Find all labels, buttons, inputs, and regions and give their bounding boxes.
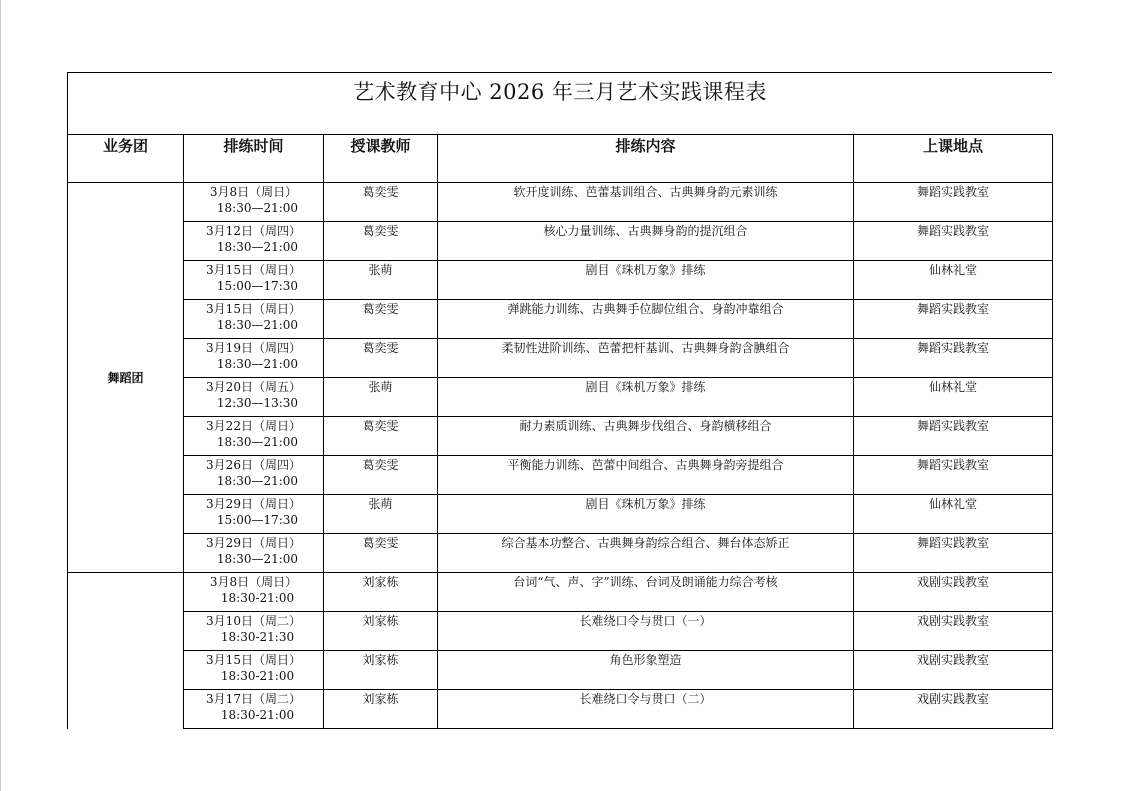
- table-row: [68, 261, 1053, 300]
- page-title: 艺术教育中心 2026 年三月艺术实践课程表: [353, 80, 767, 104]
- teacher-cell: 葛奕雯: [324, 339, 438, 378]
- content-cell: 软开度训练、芭蕾基训组合、古典舞身韵元素训练: [438, 183, 854, 222]
- date-text: 3月15日（周日）: [206, 302, 301, 316]
- time-cell: [184, 222, 324, 261]
- time-cell: [184, 495, 324, 534]
- header-group: 业务团: [68, 135, 184, 183]
- place-cell: 舞蹈实践教室: [854, 222, 1053, 261]
- time-text: 18:30-21:00: [220, 591, 295, 605]
- place-cell: 仙林礼堂: [854, 378, 1053, 417]
- content-cell: 耐力素质训练、古典舞步伐组合、身韵横移组合: [438, 417, 854, 456]
- content-cell: 平衡能力训练、芭蕾中间组合、古典舞身韵旁提组合: [438, 456, 854, 495]
- time-cell: [184, 417, 324, 456]
- time-text: 18:30—21:00: [216, 318, 299, 332]
- place-cell: 戏剧实践教室: [854, 612, 1053, 651]
- time-text: 18:30-21:30: [220, 630, 295, 644]
- header-time: 排练时间: [184, 135, 324, 183]
- time-text: 15:00—17:30: [216, 513, 299, 527]
- teacher-cell: 葛奕雯: [324, 300, 438, 339]
- table-row: [68, 300, 1053, 339]
- header-teacher: 授课教师: [324, 135, 438, 183]
- date-text: 3月22日（周日）: [206, 419, 301, 433]
- teacher-cell: 张萌: [324, 378, 438, 417]
- teacher-cell: 葛奕雯: [324, 456, 438, 495]
- date-text: 3月15日（周日）: [206, 653, 301, 667]
- place-cell: 舞蹈实践教室: [854, 300, 1053, 339]
- date-text: 3月26日（周四）: [206, 458, 301, 472]
- table-row: [68, 495, 1053, 534]
- time-cell: [184, 339, 324, 378]
- content-cell: 弹跳能力训练、古典舞手位脚位组合、身韵冲靠组合: [438, 300, 854, 339]
- content-cell: 核心力量训练、古典舞身韵的提沉组合: [438, 222, 854, 261]
- teacher-cell: 葛奕雯: [324, 222, 438, 261]
- date-text: 3月8日（周日）: [209, 185, 298, 199]
- date-text: 3月19日（周四）: [206, 341, 301, 355]
- group-cell: [68, 573, 184, 729]
- table-row: [68, 417, 1053, 456]
- table-row: [68, 534, 1053, 573]
- place-cell: 舞蹈实践教室: [854, 534, 1053, 573]
- place-cell: 仙林礼堂: [854, 261, 1053, 300]
- teacher-cell: 张萌: [324, 495, 438, 534]
- time-text: 18:30—21:00: [216, 240, 299, 254]
- place-cell: 仙林礼堂: [854, 495, 1053, 534]
- table-body: [68, 183, 1053, 729]
- place-cell: 舞蹈实践教室: [854, 183, 1053, 222]
- table-row: [68, 339, 1053, 378]
- date-text: 3月29日（周日）: [206, 497, 301, 511]
- teacher-cell: 刘家栋: [324, 690, 438, 729]
- content-cell: 角色形象塑造: [438, 651, 854, 690]
- time-cell: [184, 456, 324, 495]
- place-cell: 戏剧实践教室: [854, 573, 1053, 612]
- teacher-cell: 葛奕雯: [324, 534, 438, 573]
- table-row: [68, 456, 1053, 495]
- table-row: [68, 573, 1053, 612]
- content-cell: 长难绕口令与贯口（二）: [438, 690, 854, 729]
- teacher-cell: 刘家栋: [324, 573, 438, 612]
- time-text: 15:00—17:30: [216, 279, 299, 293]
- group-cell: 舞蹈团: [68, 183, 184, 573]
- teacher-cell: 葛奕雯: [324, 183, 438, 222]
- time-text: 18:30—21:00: [216, 435, 299, 449]
- teacher-cell: 葛奕雯: [324, 417, 438, 456]
- date-text: 3月17日（周二）: [206, 692, 301, 706]
- time-text: 18:30—21:00: [216, 357, 299, 371]
- time-text: 18:30—21:00: [216, 201, 299, 215]
- time-cell: [184, 261, 324, 300]
- time-cell: [184, 300, 324, 339]
- time-cell: [184, 183, 324, 222]
- content-cell: 台词“气、声、字”训练、台词及朗诵能力综合考核: [438, 573, 854, 612]
- time-cell: [184, 534, 324, 573]
- header-content: 排练内容: [438, 135, 854, 183]
- table-header-row: [68, 135, 1053, 183]
- place-cell: 舞蹈实践教室: [854, 339, 1053, 378]
- content-cell: 综合基本功整合、古典舞身韵综合组合、舞台体态矫正: [438, 534, 854, 573]
- time-text: 18:30—21:00: [216, 552, 299, 566]
- teacher-cell: 张萌: [324, 261, 438, 300]
- title-box: [67, 72, 1052, 134]
- time-text: 12:30—13:30: [216, 396, 299, 410]
- content-cell: 柔韧性进阶训练、芭蕾把杆基训、古典舞身韵含腆组合: [438, 339, 854, 378]
- table-row: [68, 183, 1053, 222]
- date-text: 3月20日（周五）: [206, 380, 301, 394]
- date-text: 3月15日（周日）: [206, 263, 301, 277]
- table-row: [68, 222, 1053, 261]
- time-text: 18:30-21:00: [220, 669, 295, 683]
- page-edge: [0, 0, 1, 791]
- date-text: 3月8日（周日）: [209, 575, 298, 589]
- schedule-table: [67, 134, 1053, 729]
- date-text: 3月10日（周二）: [206, 614, 301, 628]
- time-text: 18:30-21:00: [220, 708, 295, 722]
- place-cell: 戏剧实践教室: [854, 690, 1053, 729]
- teacher-cell: 刘家栋: [324, 612, 438, 651]
- place-cell: 戏剧实践教室: [854, 651, 1053, 690]
- time-cell: [184, 651, 324, 690]
- time-cell: [184, 573, 324, 612]
- header-place: 上课地点: [854, 135, 1053, 183]
- table-row: [68, 690, 1053, 729]
- place-cell: 舞蹈实践教室: [854, 456, 1053, 495]
- date-text: 3月29日（周日）: [206, 536, 301, 550]
- content-cell: 剧目《珠机万象》排练: [438, 378, 854, 417]
- table-row: [68, 612, 1053, 651]
- teacher-cell: 刘家栋: [324, 651, 438, 690]
- content-cell: 剧目《珠机万象》排练: [438, 495, 854, 534]
- time-text: 18:30—21:00: [216, 474, 299, 488]
- time-cell: [184, 378, 324, 417]
- content-cell: 剧目《珠机万象》排练: [438, 261, 854, 300]
- place-cell: 舞蹈实践教室: [854, 417, 1053, 456]
- table-row: [68, 651, 1053, 690]
- time-cell: [184, 690, 324, 729]
- content-cell: 长难绕口令与贯口（一）: [438, 612, 854, 651]
- date-text: 3月12日（周四）: [206, 224, 301, 238]
- table-row: [68, 378, 1053, 417]
- time-cell: [184, 612, 324, 651]
